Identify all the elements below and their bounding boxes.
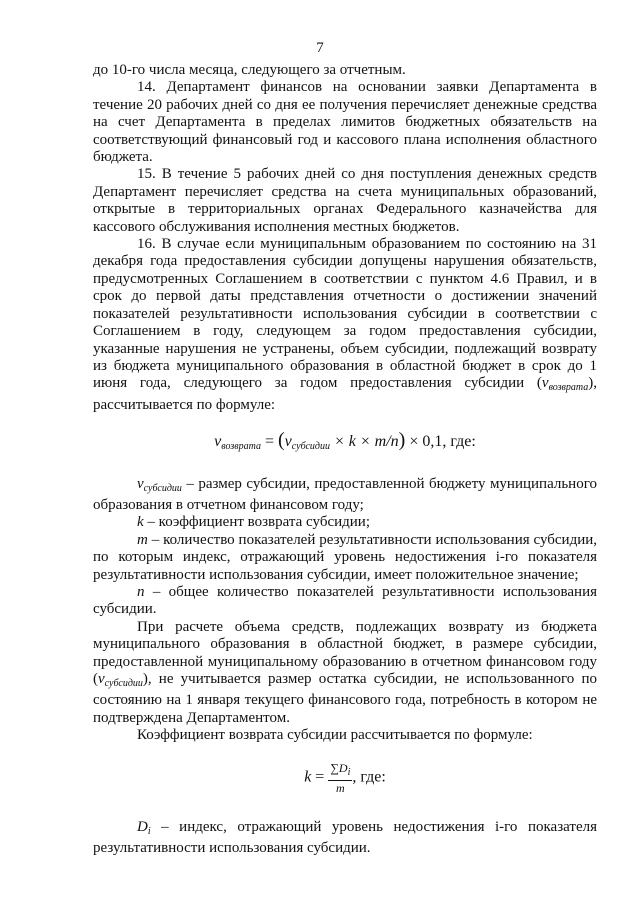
definition-v-subsidy bbox=[93, 476, 597, 515]
fraction-num-sub: i bbox=[347, 766, 351, 778]
fraction bbox=[328, 761, 352, 795]
formula-v-subsidy: v bbox=[284, 433, 292, 451]
calc-subscript-subsidy: субсидии bbox=[104, 678, 143, 689]
def-symbol-n: n bbox=[137, 583, 145, 600]
formula-v: v bbox=[214, 433, 222, 451]
def-m-text: – количество показателей результативности использования субсидии, по которым индекс, отражающий уровень недостижения i-го показателя результативности использования субсидии, имеет положительное значение; bbox=[93, 531, 597, 583]
def-symbol-m: m bbox=[137, 531, 148, 548]
document-body bbox=[93, 62, 597, 857]
paragraph-16-tail: , рассчитывается по формуле: bbox=[93, 375, 597, 413]
paragraph-calculation: При расчете объема средств, подлежащих возврату из бюджета муниципального образования в областной бюджет, в размере субсидии, предоставленной муниципальному образованию в отчетном финансовом году $(v_{субсидии})$, не учитывается размер остатка субсидии, не использованного по состоянию на 1 января текущего финансового года, потребность в котором не подтверждена Департаментом. bbox=[93, 618, 597, 726]
paragraph-16: 16. В случае если муниципальным образованием по состоянию на 31 декабря года предоставления субсидии допущены нарушения обязательств, предусмотренных Соглашением в соответствии с пунктом 4.6 Правил, и в срок до первой даты представления отчетности о достижении значений показателей результативности использования субсидии в соответствии с Соглашением в году, следующем за годом предоставления субсидии, указанные нарушения не устранены, объем субсидии, подлежащий возврату из бюджета муниципального образования в областной бюджет в срок до 1 июня года, следующего за годом предоставления субсидии $(v_{возврата})$, рассчитывается по формуле: bbox=[93, 236, 597, 413]
fraction-denominator: m bbox=[336, 780, 345, 795]
def-symbol-k: k bbox=[137, 514, 144, 531]
paragraph-15: 15. В течение 5 рабочих дней со дня поступления денежных средств Департамент перечисляет средства на счета муниципальных образований, открытые в территориальных органах Федерального казначейства для кассового обслуживания исполнения местных бюджетов. bbox=[93, 166, 597, 235]
subscript-return: возврата bbox=[548, 382, 589, 394]
def-symbol-D: D bbox=[137, 818, 148, 835]
calc-text: При расчете объема средств, подлежащих возврату из бюджета муниципального образования в областной бюджет, в размере субсидии, предоставленной муниципальному образованию в отчетном финансовом году bbox=[93, 618, 597, 670]
fraction-numerator bbox=[328, 761, 352, 781]
def-k-text: – коэффициент возврата субсидии; bbox=[143, 514, 370, 531]
formula-mid: × k × m/n bbox=[329, 433, 399, 451]
def-symbol-v: v bbox=[137, 475, 144, 492]
formula-return-volume: $v_{возврата} = (v_{субсидии} \times k \times m/n) \times 0,1$, где: bbox=[214, 429, 476, 453]
paragraph-16-text: 16. В случае если муниципальным образованием по состоянию на 31 декабря года предоставления субсидии допущены нарушения обязательств, предусмотренных Соглашением в соответствии с пунктом 4.6 Правил, и в срок до первой даты представления отчетности о достижении значений показателей результативности использования субсидии в соответствии с Соглашением в году, следующем за годом предоставления субсидии, указанные нарушения не устранены, объем субсидии, подлежащий возврату из бюджета муниципального образования в областной бюджет в срок до 1 июня года, следующего за годом предоставления субсидии bbox=[93, 236, 597, 392]
def-di-text: – индекс, отражающий уровень недостижения i-го показателя результативности использования субсидии. bbox=[93, 818, 597, 857]
definition-n bbox=[93, 584, 597, 619]
calc-symbol-v: v bbox=[98, 671, 105, 687]
def-subscript-subsidy: субсидии bbox=[143, 482, 182, 494]
formula-sub-return: возврата bbox=[221, 441, 261, 453]
fraction-num-text: ∑D bbox=[330, 760, 348, 775]
calc-tail: , не учитывается размер остатка субсидии, не использованного по состоянию на 1 января текущего финансового года, потребность в котором не подтверждена Департаментом. bbox=[93, 671, 597, 726]
formula-coefficient: k = $\frac{\sum D_i}{m}$ , где: bbox=[304, 760, 386, 795]
definition-m bbox=[93, 532, 597, 584]
definition-k bbox=[93, 514, 597, 531]
paragraph-coefficient-intro: Коэффициент возврата субсидии рассчитывается по формуле: bbox=[137, 727, 533, 744]
formula2-tail: , где: bbox=[352, 768, 386, 786]
def-n-text: – общее количество показателей результативности использования субсидии. bbox=[93, 583, 597, 618]
paragraph-continuation: до 10-го числа месяца, следующего за отчетным. bbox=[93, 62, 406, 78]
symbol-v: v bbox=[541, 375, 549, 392]
formula2-k: k bbox=[304, 768, 312, 786]
paragraph-14: 14. Департамент финансов на основании заявки Департамента в течение 20 рабочих дней со дня ее получения перечисляет денежные средства на счет Департамента в пределах лимитов бюджетных обязательств на соответствующий финансовый год и кассового плана исполнения областного бюджета. bbox=[93, 79, 597, 166]
def-subscript-i: i bbox=[147, 825, 151, 837]
formula-tail: × 0,1, где: bbox=[405, 433, 476, 451]
page-number: 7 bbox=[316, 40, 324, 56]
formula-sub-subsidy: субсидии bbox=[291, 441, 330, 453]
definition-di bbox=[93, 819, 597, 858]
def-v-subsidy-text: – размер субсидии, предоставленной бюджету муниципального образования в отчетном финансовом году; bbox=[93, 475, 597, 513]
